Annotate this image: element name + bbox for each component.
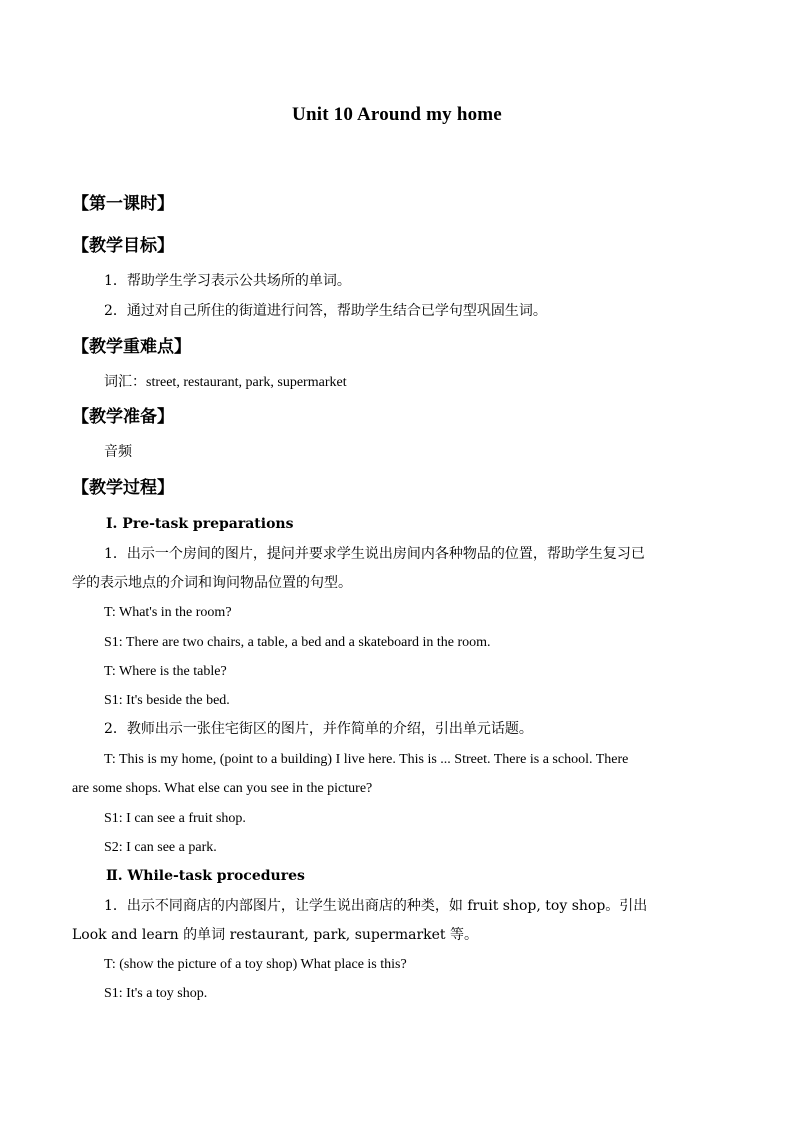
stage-2-title: Ⅱ. While-task procedures [106, 868, 305, 884]
heading-goals: 【教学目标】 [72, 236, 174, 256]
teacher-intro-line-1: T: This is my home, (point to a building) I live here. This is ... Street. There is a school. There [104, 752, 629, 767]
stage-2-item-1-line-2: Look and learn 的单词 restaurant, park, supermarket 等。 [72, 927, 478, 943]
goal-item-2: 2．通过对自己所住的街道进行问答，帮助学生结合已学句型巩固生词。 [104, 303, 547, 319]
dialog-line: S1: There are two chairs, a table, a bed and a skateboard in the room. [104, 635, 491, 650]
goal-item-1: 1．帮助学生学习表示公共场所的单词。 [104, 273, 351, 289]
dialog-line: S1: I can see a fruit shop. [104, 811, 246, 826]
heading-lesson: 【第一课时】 [72, 194, 174, 214]
dialog-line: T: What's in the room? [104, 605, 232, 620]
dialog-line: S2: I can see a park. [104, 840, 217, 855]
dialog-line: T: (show the picture of a toy shop) What place is this? [104, 957, 407, 972]
stage-1-title: Ⅰ. Pre-task preparations [106, 516, 294, 532]
dialog-line: S1: It's beside the bed. [104, 693, 230, 708]
heading-process: 【教学过程】 [72, 478, 174, 498]
heading-preparation: 【教学准备】 [72, 407, 174, 427]
dialog-line: T: Where is the table? [104, 664, 227, 679]
preparation-text: 音频 [104, 444, 132, 460]
stage-2-item-1-line-1: 1．出示不同商店的内部图片，让学生说出商店的种类，如 fruit shop, toy shop。引出 [104, 898, 648, 914]
stage-1-item-1-line-2: 学的表示地点的介词和询问物品位置的句型。 [72, 575, 352, 591]
stage-1-item-1-line-1: 1．出示一个房间的图片，提问并要求学生说出房间内各种物品的位置，帮助学生复习已 [104, 546, 645, 562]
vocab-line: 词汇：street, restaurant, park, supermarket [104, 375, 347, 390]
heading-key-points: 【教学重难点】 [72, 337, 191, 357]
document-title: Unit 10 Around my home [292, 104, 502, 125]
dialog-line: S1: It's a toy shop. [104, 986, 208, 1001]
stage-1-item-2: 2．教师出示一张住宅街区的图片，并作简单的介绍，引出单元话题。 [104, 721, 533, 737]
teacher-intro-line-2: are some shops. What else can you see in the picture? [72, 781, 373, 796]
